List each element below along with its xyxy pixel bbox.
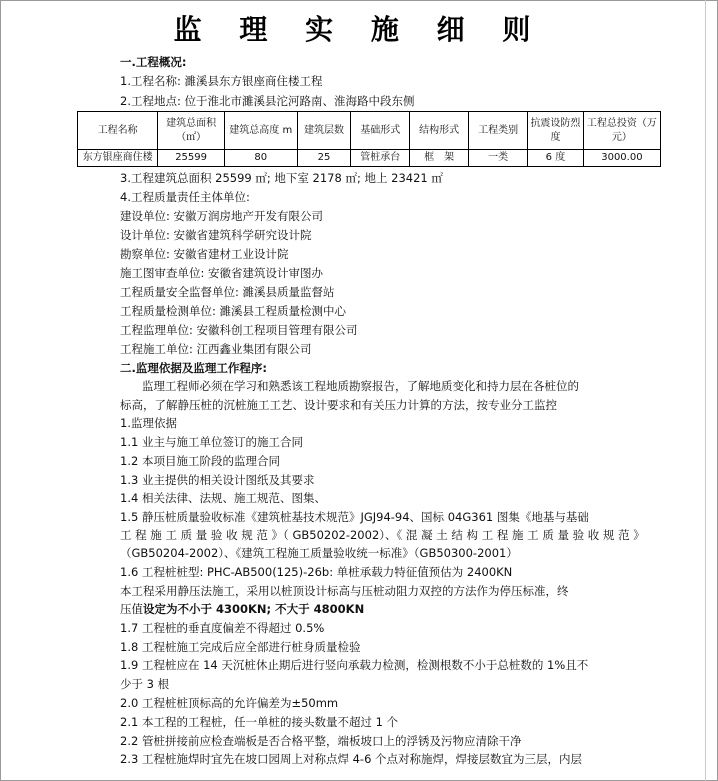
unit-supervisor: 工程监理单位: 安徽科创工程项目管理有限公司 <box>120 323 358 337</box>
basis-item: 1.8 工程桩施工完成后应全部进行桩身质量检验 <box>120 640 361 654</box>
table-header-row <box>78 112 661 150</box>
table-cell: 管桩承台 <box>351 150 410 167</box>
unit-designer: 设计单位: 安徽省建筑科学研究设计院 <box>120 228 312 242</box>
stop-pressure-value: 设定为不小于 4300KN; 不大于 4800KN <box>143 602 365 616</box>
basis-item: 少于 3 根 <box>120 677 170 691</box>
basis-item: 1.监理依据 <box>120 416 177 430</box>
section-1-heading: 一.工程概况: <box>120 55 187 69</box>
basis-item: （GB50204-2002）、《建筑工程施工质量验收统一标准》（GB50300-2001） <box>120 546 518 560</box>
basis-item: 工 程 施 工 质 量 验 收 规 范 》（ GB50202-2002）、《 混 凝 土 结 构 工 程 施 工 质 量 验 收 规 范 》 <box>120 528 645 542</box>
basis-item: 1.5 静压桩质量验收标准《建筑桩基技术规范》JGJ94-94、国标 04G361 图集《地基与基础 <box>120 510 589 524</box>
basis-item: 本工程采用静压法施工，采用以桩顶设计标高与压桩动阻力双控的方法作为停压标准，终 <box>120 584 569 598</box>
table-row <box>78 150 661 167</box>
project-site: 2.工程地点: 位于淮北市濉溪县沱河路南、淮海路中段东侧 <box>120 94 415 108</box>
table-cell: 25599 <box>158 150 224 167</box>
unit-owner: 建设单位: 安徽万润房地产开发有限公司 <box>120 209 324 223</box>
table-cell: 6 度 <box>528 150 584 167</box>
table-cell: 3000.00 <box>583 150 660 167</box>
basis-item: 1.1 业主与施工单位签订的施工合同 <box>120 435 303 449</box>
basis-item: 2.0 工程桩桩顶标高的允许偏差为±50mm <box>120 696 339 710</box>
table-cell: 东方银座商住楼 <box>78 150 158 167</box>
table-header-cell: 结构形式 <box>410 112 469 150</box>
unit-survey: 勘察单位: 安徽省建材工业设计院 <box>120 247 289 261</box>
basis-item: 1.7 工程桩的垂直度偏差不得超过 0.5% <box>120 621 325 635</box>
unit-testing: 工程质量检测单位: 濉溪县工程质量检测中心 <box>120 304 347 318</box>
table-cell: 80 <box>224 150 297 167</box>
unit-contractor: 工程施工单位: 江西鑫业集团有限公司 <box>120 342 312 356</box>
project-info-table <box>77 111 661 167</box>
table-header-cell: 工程总投资（万元） <box>583 112 660 150</box>
building-area: 3.工程建筑总面积 25599 ㎡; 地下室 2178 ㎡; 地上 23421 ㎡ <box>120 171 443 185</box>
project-name: 1.工程名称: 濉溪县东方银座商住楼工程 <box>120 74 323 88</box>
unit-safety-supervision: 工程质量安全监督单位: 濉溪县质量监督站 <box>120 285 335 299</box>
intro-paragraph-line-2: 标高，了解静压桩的沉桩施工工艺、设计要求和有关压力计算的方法，按专业分工监控 <box>120 398 557 412</box>
table-cell: 25 <box>297 150 351 167</box>
basis-item: 2.2 管桩拼接前应检查端板是否合格平整，端板坡口上的浮锈及污物应清除干净 <box>120 734 522 748</box>
table-header-cell: 抗震设防烈度 <box>528 112 584 150</box>
table-header-cell: 工程类别 <box>469 112 528 150</box>
table-header-cell: 建筑层数 <box>297 112 351 150</box>
table-header-cell: 建筑总面积（㎡） <box>158 112 224 150</box>
basis-item: 1.9 工程桩应在 14 天沉桩休止期后进行竖向承载力检测，检测根数不小于总桩数的 1%且不 <box>120 658 589 672</box>
table-header-cell: 基础形式 <box>351 112 410 150</box>
document-title: 监 理 实 施 细 则 <box>173 13 545 46</box>
basis-item: 2.3 工程桩施焊时宜先在坡口园周上对称点焊 4-6 个点对称施焊，焊接层数宜为三层，内层 <box>120 752 583 766</box>
units-heading: 4.工程质量责任主体单位: <box>120 190 250 204</box>
basis-item: 1.6 工程桩桩型: PHC-AB500(125)-26b: 单桩承载力特征值预估为 2400KN <box>120 565 513 579</box>
table-cell: 一类 <box>469 150 528 167</box>
section-2-heading: 二.监理依据及监理工作程序: <box>120 361 267 375</box>
stop-pressure-label: 压值 <box>120 602 143 616</box>
basis-item <box>120 601 364 617</box>
table-cell: 框 架 <box>410 150 469 167</box>
basis-item: 1.4 相关法律、法规、施工规范、图集、 <box>120 491 326 505</box>
page-margin-line <box>705 0 706 781</box>
basis-item: 1.3 业主提供的相关设计图纸及其要求 <box>120 473 315 487</box>
table-header-cell: 工程名称 <box>78 112 158 150</box>
table-header-cell: 建筑总高度 m <box>224 112 297 150</box>
unit-drawing-review: 施工图审查单位: 安徽省建筑设计审图办 <box>120 266 324 280</box>
intro-paragraph-line-1: 监理工程师必须在学习和熟悉该工程地质勘察报告，了解地质变化和持力层在各桩位的 <box>142 379 579 393</box>
basis-item: 2.1 本工程的工程桩，任一单桩的接头数量不超过 1 个 <box>120 715 399 729</box>
basis-item: 1.2 本项目施工阶段的监理合同 <box>120 454 280 468</box>
